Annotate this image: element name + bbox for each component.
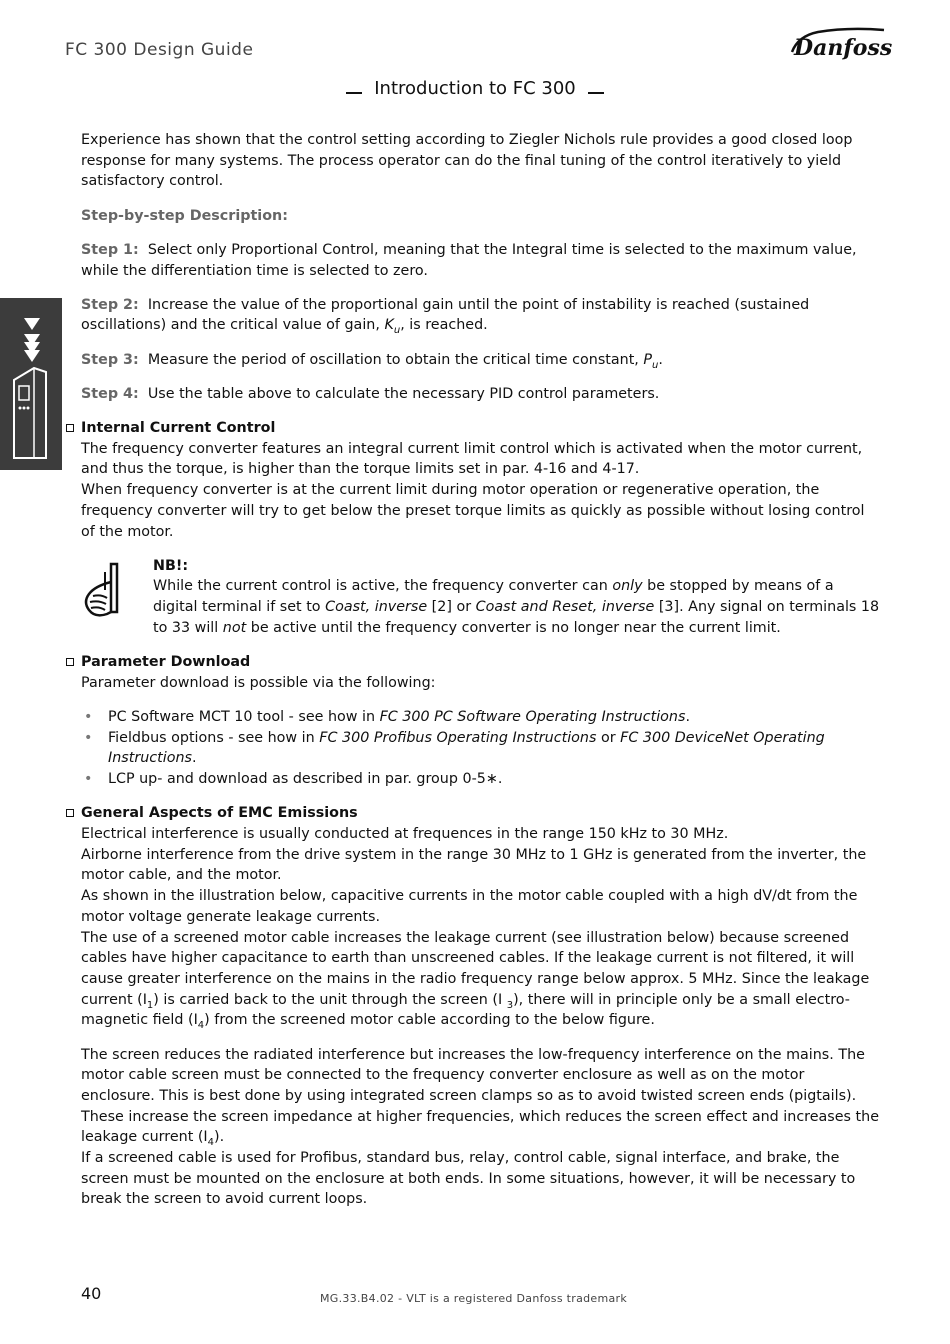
- emc-title: General Aspects of EMC Emissions: [81, 805, 358, 822]
- nb-note: [81, 556, 881, 639]
- item-2-end: .: [191, 750, 197, 767]
- step-1-label: Step 1:: [81, 241, 139, 258]
- emc-heading: [81, 803, 881, 824]
- step-2-text: Increase the value of the proportional gain until the point of instability is reached (sustained oscillations) and the critical value of gain,: [81, 296, 810, 334]
- svg-text:Danfoss: Danfoss: [794, 35, 892, 61]
- nb-text-coast-reset: Coast and Reset, inverse: [475, 599, 655, 616]
- drive-arrows-icon: [0, 298, 62, 470]
- nb-label: NB!:: [153, 557, 189, 574]
- bullet-icon: •: [84, 729, 93, 746]
- item-2-doc-2: FC 300 DeviceNet Operating Instructions: [108, 729, 825, 767]
- emc-line-4-b: ) is carried back to the unit through the screen (I: [153, 991, 507, 1008]
- current-subscript-4b: 4: [207, 1137, 215, 1149]
- step-3: [81, 350, 881, 371]
- step-4-text: Use the table above to calculate the necessary PID control parameters.: [147, 385, 660, 402]
- item-2-or: or: [596, 729, 621, 746]
- step-2-text-end: , is reached.: [400, 317, 488, 334]
- step-3-text: Measure the period of oscillation to obtain the critical time constant,: [147, 351, 644, 368]
- emc-line-1: Electrical interference is usually conducted at frequences in the range 150 kHz to 30 MHz.: [81, 825, 729, 842]
- chapter-title: Introduction to FC 300: [374, 78, 576, 99]
- list-item: [81, 728, 881, 769]
- item-1-end: .: [685, 708, 690, 725]
- parameter-download-list: [81, 707, 881, 790]
- section-checkbox-icon: [66, 658, 74, 666]
- emc-line-4-a: The use of a screened motor cable increases the leakage current (see illustration below) because screened cables have higher capacitance to earth than unscreened cables. If the leakage current is not filtered, it will cause greater interference on the mains in the radio frequency range below approx. 5 MHz. Since the leakage current (I: [81, 929, 870, 1008]
- parameter-download-intro: Parameter download is possible via the following:: [81, 674, 436, 691]
- title-dash-right: [588, 92, 604, 94]
- step-4-label: Step 4:: [81, 385, 139, 402]
- step-1-text: Select only Proportional Control, meaning that the Integral time is selected to the maximum value, while the differentiation time is selected to zero.: [81, 241, 857, 279]
- emc-line-4: [81, 928, 881, 1032]
- bullet-icon: •: [84, 771, 93, 788]
- emc-para-2-b: ).: [214, 1129, 225, 1146]
- item-1-doc: FC 300 PC Software Operating Instructions: [379, 708, 686, 725]
- emc-para-2: [81, 1045, 881, 1149]
- period-variable: P: [643, 351, 653, 368]
- nb-text-only: only: [612, 578, 643, 595]
- nb-text-3: [2] or: [427, 599, 476, 616]
- list-item: [81, 769, 881, 790]
- page-number: 40: [81, 1284, 102, 1303]
- nb-text-4: [3]. Any signal on terminals 18 to 33 will: [153, 599, 880, 636]
- item-1-text: PC Software MCT 10 tool - see how in: [108, 708, 380, 725]
- step-1: [81, 240, 881, 281]
- current-subscript-4: 4: [197, 1020, 205, 1032]
- chapter-title-bar: [0, 78, 950, 99]
- danfoss-logo: [788, 22, 892, 62]
- internal-current-heading: [81, 418, 881, 439]
- internal-current-title: Internal Current Control: [81, 420, 276, 437]
- step-3-label: Step 3:: [81, 351, 139, 368]
- title-dash-left: [346, 92, 362, 94]
- nb-text-not: not: [222, 619, 247, 636]
- internal-current-para-1: The frequency converter features an integral current limit control which is activated when the motor current, and thus the torque, is higher than the torque limits set in par. 4-16 and 4-17.: [81, 440, 863, 478]
- nb-text-1: While the current control is active, the frequency converter can: [153, 578, 613, 595]
- item-2-text: Fieldbus options - see how in: [108, 729, 320, 746]
- pointing-hand-icon: [81, 560, 129, 620]
- intro-paragraph: Experience has shown that the control setting according to Ziegler Nichols rule provides a good closed loop response for many systems. The process operator can do the final tuning of the control iteratively to yield satisfactory control.: [81, 132, 853, 190]
- current-subscript-3: 3: [506, 999, 514, 1011]
- section-checkbox-icon: [66, 424, 74, 432]
- parameter-download-title: Parameter Download: [81, 654, 251, 671]
- nb-text: [153, 576, 881, 638]
- emc-line-4-d: ) from the screened motor cable according to the below figure.: [204, 1012, 655, 1029]
- emc-line-2: Airborne interference from the drive system in the range 30 MHz to 1 GHz is generated from the inverter, the motor cable, and the motor.: [81, 846, 867, 884]
- chapter-side-tab: [0, 298, 62, 470]
- step-2: [81, 295, 881, 336]
- nb-text-coast-inverse: Coast, inverse: [325, 599, 428, 616]
- section-checkbox-icon: [66, 809, 74, 817]
- step-4: [81, 384, 881, 405]
- current-subscript-1: 1: [146, 999, 154, 1011]
- internal-current-para-2: When frequency converter is at the current limit during motor operation or regenerative operation, the frequency converter will try to get below the preset torque limits as quickly as possible without losing control of the motor.: [81, 482, 865, 540]
- guide-title: FC 300 Design Guide: [65, 40, 254, 60]
- emc-para-3: If a screened cable is used for Profibus, standard bus, relay, control cable, signal interface, and brake, the screen must be mounted on the enclosure at both ends. In some situations, however, it will be necessary to break the screen to avoid current loops.: [81, 1150, 856, 1208]
- emc-line-3: As shown in the illustration below, capacitive currents in the motor cable coupled with a high dV/dt from the motor voltage generate leakage currents.: [81, 888, 858, 925]
- nb-text-2: be stopped by means of a digital terminal if set to: [153, 578, 834, 616]
- bullet-icon: •: [84, 708, 93, 725]
- list-item: [81, 707, 881, 728]
- step-by-step-title: Step-by-step Description:: [81, 207, 288, 224]
- page-content: [81, 130, 881, 1210]
- emc-para-2-a: The screen reduces the radiated interference but increases the low-frequency interference on the mains. The motor cable screen must be connected to the frequency converter enclosure as well as on the motor enclosure. This is best done by using integrated screen clamps so as to avoid twisted screen ends (pigtails). These increase the screen impedance at higher frequencies, which reduces the screen effect and increases the leakage current (I: [81, 1046, 880, 1146]
- footer-text: MG.33.B4.02 - VLT is a registered Danfoss trademark: [320, 1292, 628, 1305]
- step-3-text-end: .: [658, 351, 663, 368]
- nb-text-5: be active until the frequency converter is no longer near the current limit.: [246, 619, 781, 636]
- step-2-label: Step 2:: [81, 296, 139, 313]
- period-subscript: u: [652, 359, 659, 371]
- item-3-text: LCP up- and download as described in par. group 0-5∗.: [108, 771, 503, 788]
- emc-line-4-c: ), there will in principle only be a small electro-magnetic field (I: [81, 991, 850, 1029]
- gain-subscript: u: [393, 325, 401, 337]
- gain-variable: K: [384, 317, 394, 334]
- item-2-doc-1: FC 300 Profibus Operating Instructions: [319, 729, 597, 746]
- parameter-download-heading: [81, 652, 881, 673]
